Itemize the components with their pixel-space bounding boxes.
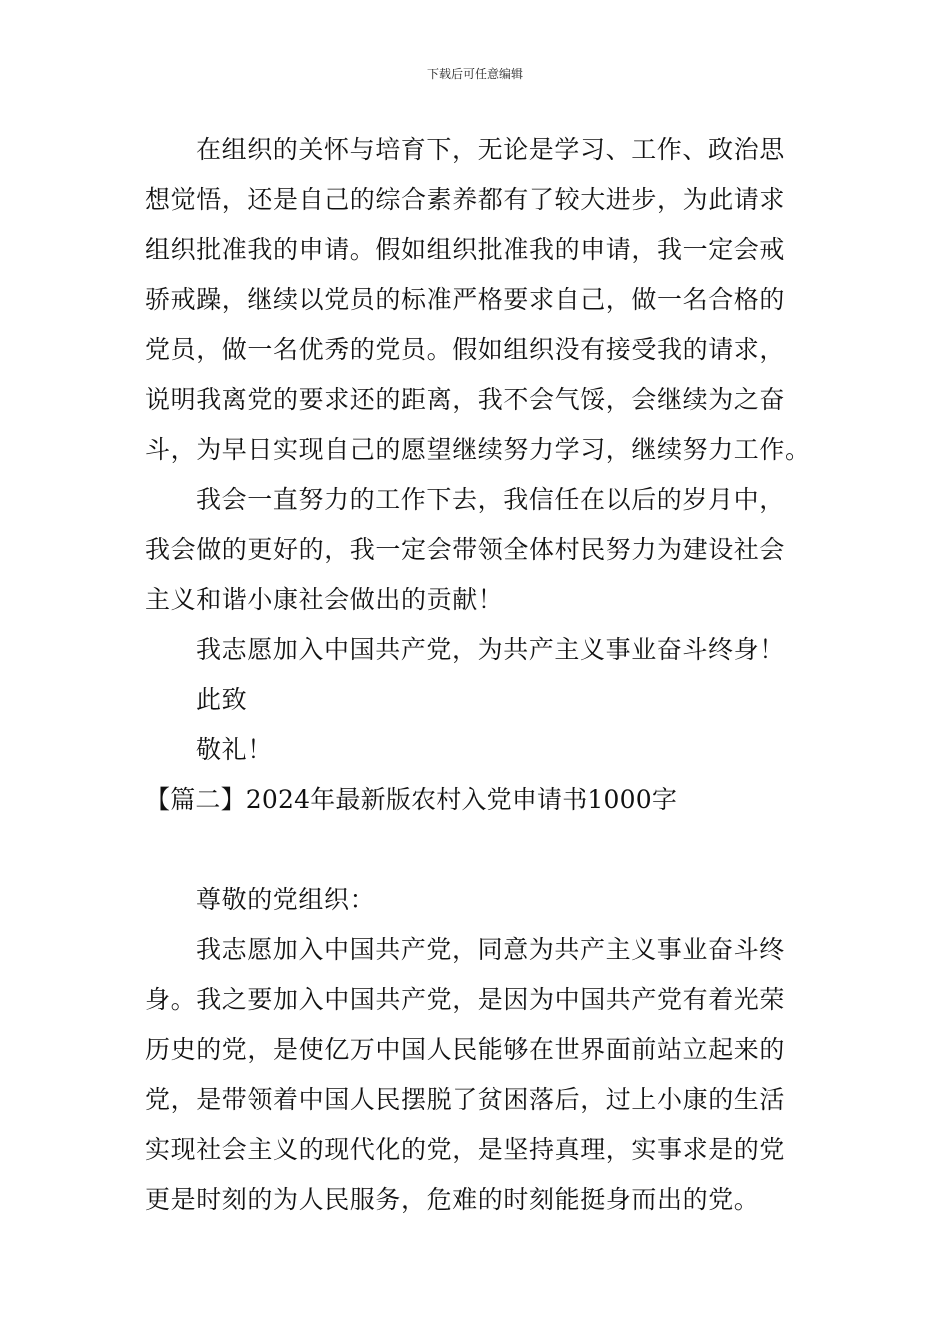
header-note: 下载后可任意编辑 <box>426 67 523 81</box>
section-heading: 【篇二】2024年最新版农村入党申请书1000字 <box>145 785 678 814</box>
closing-line: 此致 <box>196 685 248 714</box>
paragraph-line: 说明我离党的要求还的距离，我不会气馁，会继续为之奋 <box>145 385 786 414</box>
paragraph-line: 组织批准我的申请。假如组织批准我的申请，我一定会戒 <box>145 235 786 264</box>
paragraph-line: 骄戒躁，继续以党员的标准严格要求自己，做一名合格的 <box>145 285 786 314</box>
pledge-line: 我志愿加入中国共产党，为共产主义事业奋斗终身！ <box>196 635 785 664</box>
paragraph-line: 主义和谐小康社会做出的贡献！ <box>145 585 504 614</box>
paragraph-line: 党员，做一名优秀的党员。假如组织没有接受我的请求， <box>145 335 786 364</box>
paragraph-line: 党，是带领着中国人民摆脱了贫困落后，过上小康的生活 <box>145 1085 786 1114</box>
paragraph-line: 在组织的关怀与培育下，无论是学习、工作、政治思 <box>196 135 785 164</box>
paragraph-line: 实现社会主义的现代化的党，是坚持真理，实事求是的党 <box>145 1135 786 1164</box>
paragraph-line: 身。我之要加入中国共产党，是因为中国共产党有着光荣 <box>145 985 786 1014</box>
salutation: 尊敬的党组织： <box>196 885 376 914</box>
paragraph-line: 我会做的更好的，我一定会带领全体村民努力为建设社会 <box>145 535 786 564</box>
paragraph-line: 想觉悟，还是自己的综合素养都有了较大进步，为此请求 <box>145 185 786 214</box>
paragraph-line: 历史的党，是使亿万中国人民能够在世界面前站立起来的 <box>145 1035 786 1064</box>
paragraph-line: 我志愿加入中国共产党，同意为共产主义事业奋斗终 <box>196 935 785 964</box>
paragraph-line: 更是时刻的为人民服务，危难的时刻能挺身而出的党。 <box>145 1185 760 1214</box>
closing-line: 敬礼！ <box>196 735 273 764</box>
paragraph-line: 斗，为早日实现自己的愿望继续努力学习，继续努力工作。 <box>145 435 811 464</box>
paragraph-line: 我会一直努力的工作下去，我信任在以后的岁月中， <box>196 485 785 514</box>
